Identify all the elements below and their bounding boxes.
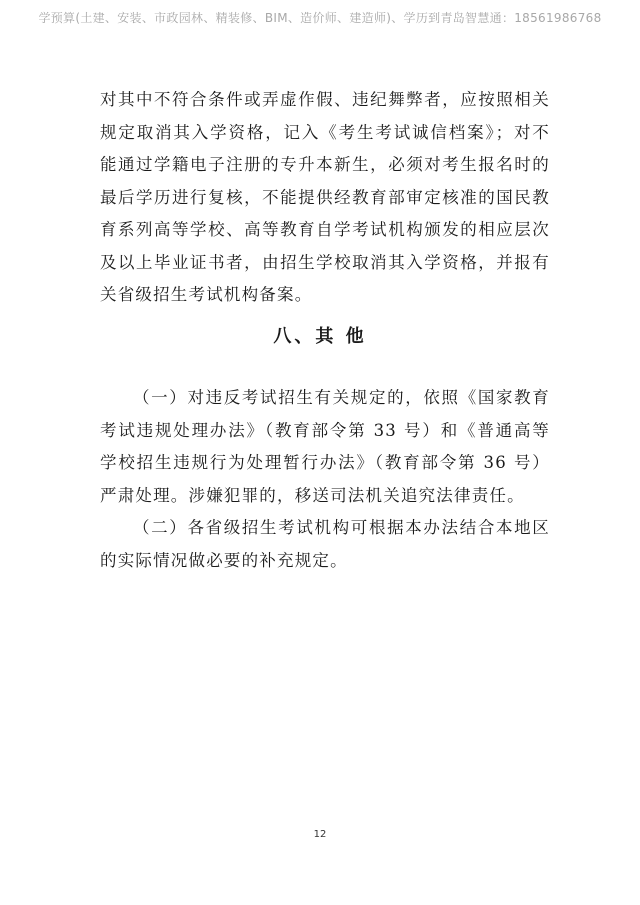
header-watermark: 学预算(土建、安装、市政园林、精装修、BIM、造价师、建造师)、学历到青岛智慧通：18561986768	[38, 11, 602, 25]
paragraph-admission-qualification: 对其中不符合条件或弄虚作假、违纪舞弊者，应按照相关规定取消其入学资格，记入《考生考试诚信档案》；对不能通过学籍电子注册的专升本新生，必须对考生报名时的最后学历进行复核，不能提供经教育部审定核准的国民教育系列高等学校、高等教育自学考试机构颁发的相应层次及以上毕业证书者，由招生学校取消其入学资格，并报有关省级招生考试机构备案。	[100, 90, 550, 304]
paragraph-supplementary-rules: （二）各省级招生考试机构可根据本办法结合本地区的实际情况做必要的补充规定。	[100, 518, 550, 570]
paragraph-violation-handling: （一）对违反考试招生有关规定的，依照《国家教育考试违规处理办法》（教育部令第 33 号）和《普通高等学校招生违规行为处理暂行办法》（教育部令第 36 号）严肃处理。涉嫌犯罪的，移送司法机关追究法律责任。	[100, 388, 550, 505]
page-number: 12	[313, 829, 327, 840]
section-heading: 八、其 他	[273, 326, 367, 347]
